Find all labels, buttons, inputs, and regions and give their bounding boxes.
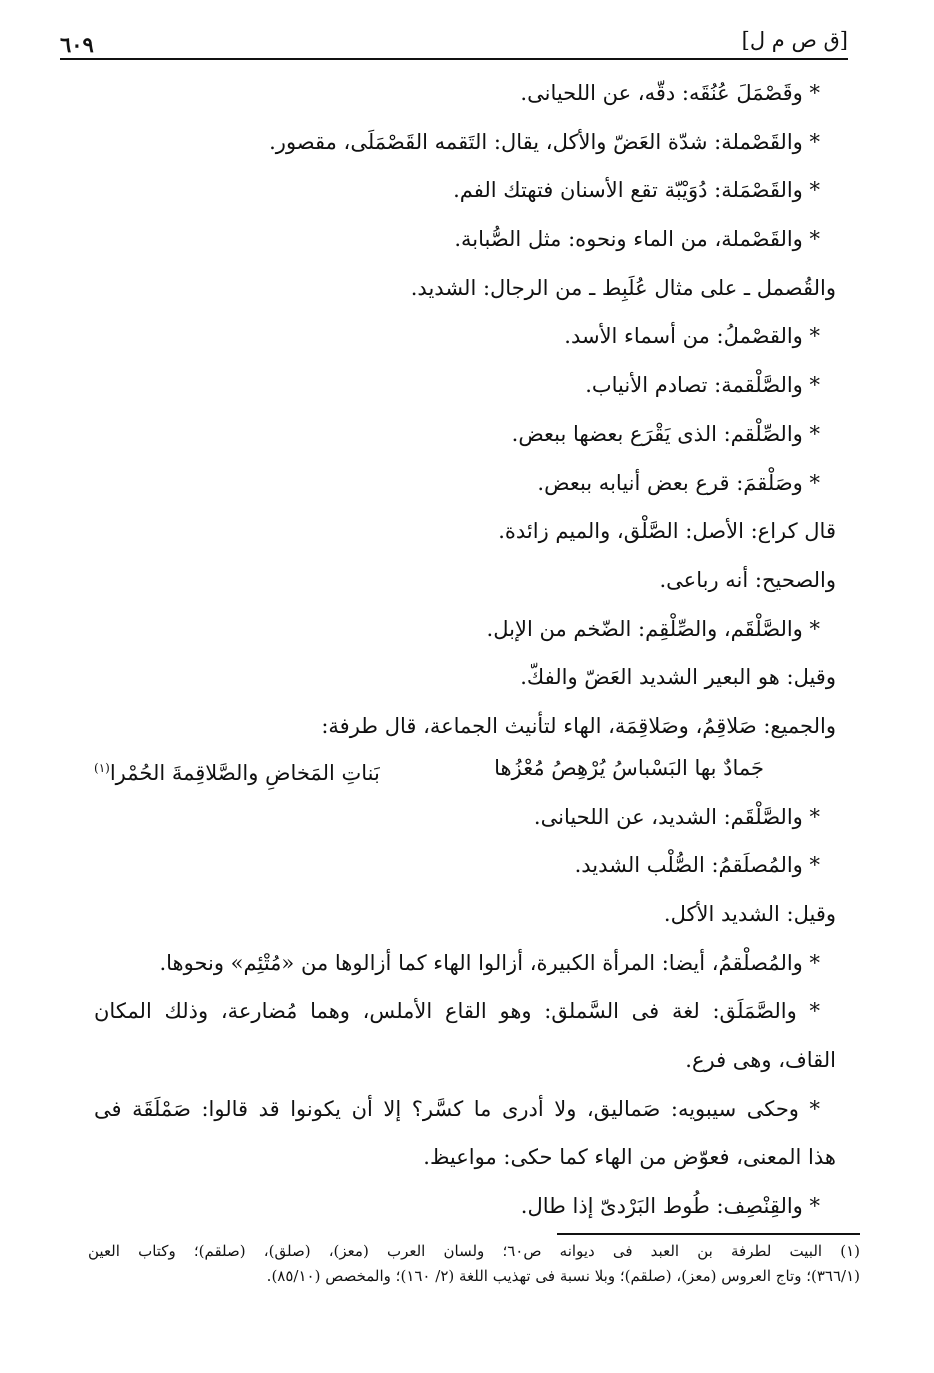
main-text xyxy=(94,78,836,1240)
text-line: * والقِنْصِف: طُوط البَرْدىّ إذا طال. xyxy=(520,1194,820,1219)
text-line: والصحيح: أنه رباعى. xyxy=(659,567,836,592)
footnote-rule xyxy=(557,1233,860,1235)
running-head: [ق ص م ل] xyxy=(741,28,848,52)
verse-second-hemistich-text: بَناتِ المَخاضِ والصَّلاقِمةَ الحُمْرا xyxy=(109,760,380,785)
footnote-line: (١) البيت لطرفة بن العبد فى ديوانه ص٦٠؛ ولسان العرب (معز)، (صلق)، (صلقم)؛ وكتاب العين xyxy=(88,1242,860,1260)
text-line: * وحكى سيبويه: صَماليق، ولا أدرى ما كسَّر؟ إلا أن يكونوا قد قالوا: صَمْلَقَة فى xyxy=(94,1096,820,1121)
verse-first-hemistich: جَمادٌ بها البَسْباسُ يُرْهِصُ مُعْزُها xyxy=(494,755,764,780)
page-header xyxy=(60,24,848,58)
text-line: * والمُصلَقمُ: الصُّلْب الشديد. xyxy=(574,853,820,878)
text-line: هذا المعنى، فعوّض من الهاء كما حكى: مواعيظ. xyxy=(423,1145,836,1170)
footnotes xyxy=(88,1240,860,1290)
text-line: وقيل: هو البعير الشديد العَضّ والفكّ. xyxy=(520,665,836,690)
text-line: وقيل: الشديد الأكل. xyxy=(663,902,836,926)
text-line: * والمُصلْقمُ، أيضا: المرأة الكبيرة، أزالوا الهاء كما أزالوها من «مُتْئِم» ونحوها. xyxy=(159,950,820,975)
text-line: * وصَلْقمَ: قرع بعض أنيابه ببعض. xyxy=(537,470,820,495)
poetry-verse xyxy=(94,753,836,783)
text-line: * والصَّلْقَم: الشديد، عن اللحيانى. xyxy=(533,804,820,829)
text-line: والقُصمل ـ على مثال عُلَبِط ـ من الرجال: الشديد. xyxy=(410,275,836,300)
text-line: * والصَّلْقمة: تصادم الأنياب. xyxy=(585,373,820,398)
text-line: * والقَصْمَلة: دُوَيْبّة تقع الأسنان فتهتك الفم. xyxy=(453,178,820,203)
text-line: * والصَّلْقَم، والصِّلْقِم: الضّخم من الإبل. xyxy=(486,616,820,641)
text-line: والجميع: صَلاقِمُ، وصَلاقِمَة، الهاء لتأنيث الجماعة، قال طرفة: xyxy=(321,713,836,738)
footnote-line: (٣٦٦/١)؛ وتاج العروس (معز)، (صلقم)؛ وبلا نسبة فى تهذيب اللغة (٢/ ١٦٠)؛ والمخصص (٨٥/١٠). xyxy=(266,1267,860,1285)
text-line: * والقَصْملة، من الماء ونحوه: مثل الصُّبابة. xyxy=(454,227,820,252)
page-number: ٦٠٩ xyxy=(60,32,94,57)
text-line: * والصَّمَلَق: لغة فى السَّملق: وهو القاع الأملس، وهما مُضارعة، وذلك المكان xyxy=(94,999,820,1024)
footnote-reference: (١) xyxy=(94,760,110,775)
text-line: * والصِّلْقم: الذى يَقْرَع بعضها ببعض. xyxy=(511,421,820,446)
text-line: القاف، وهى فرع. xyxy=(685,1048,836,1073)
text-line: * والقَصْملة: شدّة العَضّ والأكل، يقال: التَقمه القَصْمَلَى، مقصور. xyxy=(269,129,820,154)
text-line: قال كراع: الأصل: الصَّلْق، والميم زائدة. xyxy=(498,519,836,544)
text-line: * وقَصْمَلَ عُنُقَه: دقّه، عن اللحيانى. xyxy=(520,81,820,105)
verse-second-hemistich xyxy=(94,753,380,788)
header-rule xyxy=(60,58,848,60)
text-line: * والقصْملُ: من أسماء الأسد. xyxy=(564,324,820,349)
